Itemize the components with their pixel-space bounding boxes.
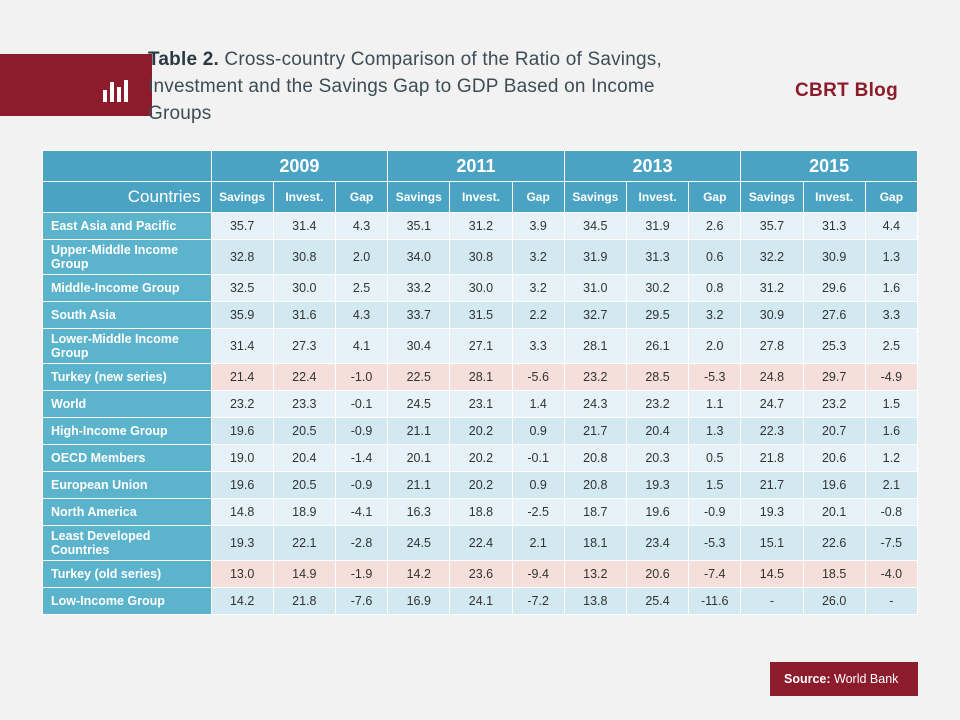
row-label: Turkey (new series) [43,364,212,391]
subheader-savings-2015: Savings [741,182,803,213]
page-title-text: Cross-country Comparison of the Ratio of Savings, Investment and the Savings Gap to GDP Based on Income Groups [148,49,662,124]
cell-value: 30.2 [626,275,688,302]
cell-value: 21.8 [741,445,803,472]
cell-value: 20.7 [803,418,865,445]
cell-value: 19.3 [741,499,803,526]
cell-value: 13.0 [211,561,273,588]
cell-value: 33.7 [388,302,450,329]
cell-value: 21.8 [273,588,335,615]
table-row [43,275,918,302]
cell-value: 32.7 [564,302,626,329]
cell-value: -7.6 [335,588,387,615]
comparison-table-container [42,150,918,615]
cell-value: 22.4 [450,526,512,561]
cell-value: 35.7 [211,213,273,240]
cell-value: -0.9 [689,499,741,526]
cell-value: -0.1 [335,391,387,418]
cell-value: 2.1 [512,526,564,561]
cell-value: 35.1 [388,213,450,240]
row-label: East Asia and Pacific [43,213,212,240]
cell-value: -1.4 [335,445,387,472]
cell-value: 19.6 [211,418,273,445]
subheader-gap-2011: Gap [512,182,564,213]
cell-value: 23.2 [803,391,865,418]
cell-value: 0.9 [512,472,564,499]
cell-value: 23.6 [450,561,512,588]
cell-value: 30.4 [388,329,450,364]
subheader-gap-2015: Gap [865,182,917,213]
cell-value: -1.9 [335,561,387,588]
subheader-savings-2013: Savings [564,182,626,213]
cell-value: -5.3 [689,364,741,391]
table-row [43,391,918,418]
cell-value: 0.8 [689,275,741,302]
cell-value: 20.1 [803,499,865,526]
cell-value: 19.0 [211,445,273,472]
cell-value: 35.7 [741,213,803,240]
cell-value: 1.4 [512,391,564,418]
cell-value: 22.3 [741,418,803,445]
cell-value: 4.3 [335,302,387,329]
cell-value: 30.8 [450,240,512,275]
cell-value: 30.8 [273,240,335,275]
row-label: Turkey (old series) [43,561,212,588]
year-header-2015: 2015 [741,151,918,182]
table-body [43,213,918,615]
page-title-prefix: Table 2. [148,49,219,70]
cell-value: 14.2 [388,561,450,588]
cell-value: 21.4 [211,364,273,391]
source-box [770,662,918,696]
comparison-table [42,150,918,615]
cell-value: 31.9 [626,213,688,240]
cell-value: 3.9 [512,213,564,240]
cell-value: 35.9 [211,302,273,329]
table-row [43,240,918,275]
table-row [43,526,918,561]
cell-value: 31.4 [211,329,273,364]
cell-value: -5.6 [512,364,564,391]
cell-value: 33.2 [388,275,450,302]
cell-value: 1.6 [865,418,917,445]
cell-value: 15.1 [741,526,803,561]
cell-value: 23.2 [211,391,273,418]
cell-value: 22.4 [273,364,335,391]
cell-value: 23.2 [626,391,688,418]
cell-value: 23.2 [564,364,626,391]
cell-value: 18.9 [273,499,335,526]
cell-value: 1.6 [865,275,917,302]
cell-value: 18.8 [450,499,512,526]
table-row [43,445,918,472]
row-label: European Union [43,472,212,499]
cell-value: 34.5 [564,213,626,240]
cell-value: 24.3 [564,391,626,418]
cell-value: 25.4 [626,588,688,615]
cell-value: -2.8 [335,526,387,561]
cell-value: 26.1 [626,329,688,364]
cell-value: 0.5 [689,445,741,472]
row-label: Upper-Middle Income Group [43,240,212,275]
cell-value: 28.1 [450,364,512,391]
cell-value: 24.5 [388,526,450,561]
cell-value: 31.4 [273,213,335,240]
cell-value: 19.3 [211,526,273,561]
table-row [43,329,918,364]
cell-value: 27.6 [803,302,865,329]
source-label: Source: [784,672,831,686]
cell-value: 29.7 [803,364,865,391]
cell-value: 19.6 [626,499,688,526]
cell-value: 1.2 [865,445,917,472]
cell-value: 20.2 [450,472,512,499]
cell-value: 27.3 [273,329,335,364]
cell-value: 2.1 [865,472,917,499]
cell-value: 20.3 [626,445,688,472]
cell-value: 18.1 [564,526,626,561]
cell-value: 27.1 [450,329,512,364]
row-label: South Asia [43,302,212,329]
cell-value: -1.0 [335,364,387,391]
brand-label: CBRT Blog [795,80,898,101]
cell-value: 18.7 [564,499,626,526]
cell-value: 0.6 [689,240,741,275]
cell-value: 1.1 [689,391,741,418]
countries-header: Countries [43,182,212,213]
cell-value: 1.3 [865,240,917,275]
cell-value: -2.5 [512,499,564,526]
year-header-row [43,151,918,182]
cell-value: 1.5 [865,391,917,418]
cell-value: 4.4 [865,213,917,240]
cell-value: 2.5 [335,275,387,302]
cell-value: 20.4 [273,445,335,472]
cell-value: 2.0 [335,240,387,275]
year-header-2013: 2013 [564,151,741,182]
table-row [43,499,918,526]
cell-value: -4.9 [865,364,917,391]
cell-value: 28.5 [626,364,688,391]
cell-value: 24.1 [450,588,512,615]
cell-value: - [741,588,803,615]
cell-value: 1.3 [689,418,741,445]
cell-value: 0.9 [512,418,564,445]
cell-value: 20.8 [564,445,626,472]
cell-value: 23.4 [626,526,688,561]
cell-value: 31.3 [803,213,865,240]
cell-value: 21.7 [741,472,803,499]
cell-value: 30.9 [803,240,865,275]
cell-value: 14.5 [741,561,803,588]
cell-value: 2.2 [512,302,564,329]
cell-value: 22.5 [388,364,450,391]
cell-value: -4.0 [865,561,917,588]
cell-value: 30.0 [450,275,512,302]
cell-value: 20.6 [626,561,688,588]
row-label: Low-Income Group [43,588,212,615]
subheader-invest-2013: Invest. [626,182,688,213]
table-row [43,213,918,240]
table-row [43,418,918,445]
row-label: World [43,391,212,418]
cell-value: 30.9 [741,302,803,329]
row-label: Least Developed Countries [43,526,212,561]
cell-value: 32.5 [211,275,273,302]
cell-value: 32.8 [211,240,273,275]
cell-value: 19.6 [211,472,273,499]
cell-value: -11.6 [689,588,741,615]
cell-value: 3.2 [512,240,564,275]
sub-header-row [43,182,918,213]
row-label: OECD Members [43,445,212,472]
corner-blank-cell [43,151,212,182]
subheader-invest-2009: Invest. [273,182,335,213]
cell-value: 26.0 [803,588,865,615]
cell-value: -0.9 [335,472,387,499]
cell-value: 23.3 [273,391,335,418]
cell-value: 14.9 [273,561,335,588]
cell-value: 16.3 [388,499,450,526]
cell-value: 20.6 [803,445,865,472]
cell-value: -7.2 [512,588,564,615]
subheader-savings-2011: Savings [388,182,450,213]
table-row [43,364,918,391]
cell-value: 18.5 [803,561,865,588]
cell-value: 29.5 [626,302,688,329]
cell-value: 24.7 [741,391,803,418]
cell-value: 34.0 [388,240,450,275]
cell-value: 20.2 [450,445,512,472]
cell-value: -7.5 [865,526,917,561]
cell-value: 14.2 [211,588,273,615]
cell-value: 19.6 [803,472,865,499]
subheader-savings-2009: Savings [211,182,273,213]
cell-value: 3.2 [512,275,564,302]
cell-value: -4.1 [335,499,387,526]
cell-value: 14.8 [211,499,273,526]
cell-value: 28.1 [564,329,626,364]
cell-value: 20.1 [388,445,450,472]
row-label: Middle-Income Group [43,275,212,302]
cell-value: 23.1 [450,391,512,418]
subheader-invest-2011: Invest. [450,182,512,213]
cell-value: 31.2 [450,213,512,240]
cell-value: 3.2 [689,302,741,329]
table-row [43,302,918,329]
cell-value: 32.2 [741,240,803,275]
cell-value: -7.4 [689,561,741,588]
cell-value: 19.3 [626,472,688,499]
cell-value: 31.3 [626,240,688,275]
cell-value: 20.5 [273,472,335,499]
cell-value: 25.3 [803,329,865,364]
row-label: Lower-Middle Income Group [43,329,212,364]
cell-value: 27.8 [741,329,803,364]
cell-value: 31.2 [741,275,803,302]
cell-value: 31.6 [273,302,335,329]
cell-value: 20.4 [626,418,688,445]
page-title [148,46,668,127]
cell-value: 1.5 [689,472,741,499]
cell-value: 30.0 [273,275,335,302]
cell-value: 22.6 [803,526,865,561]
cell-value: 21.1 [388,472,450,499]
cell-value: 20.5 [273,418,335,445]
cell-value: - [865,588,917,615]
row-label: North America [43,499,212,526]
cell-value: 22.1 [273,526,335,561]
year-header-2011: 2011 [388,151,565,182]
cell-value: 31.9 [564,240,626,275]
cell-value: 20.2 [450,418,512,445]
cell-value: -0.9 [335,418,387,445]
cell-value: -0.1 [512,445,564,472]
row-label: High-Income Group [43,418,212,445]
table-row [43,588,918,615]
cell-value: 16.9 [388,588,450,615]
cell-value: 24.8 [741,364,803,391]
cell-value: 20.8 [564,472,626,499]
subheader-gap-2009: Gap [335,182,387,213]
cell-value: 31.5 [450,302,512,329]
subheader-invest-2015: Invest. [803,182,865,213]
cell-value: 2.0 [689,329,741,364]
cell-value: -9.4 [512,561,564,588]
cell-value: 13.2 [564,561,626,588]
source-value: World Bank [830,672,899,686]
cell-value: 29.6 [803,275,865,302]
table-row [43,472,918,499]
cell-value: 13.8 [564,588,626,615]
cell-value: 3.3 [865,302,917,329]
bar-chart-icon [98,68,132,102]
subheader-gap-2013: Gap [689,182,741,213]
table-row [43,561,918,588]
cell-value: 3.3 [512,329,564,364]
cell-value: 4.3 [335,213,387,240]
cell-value: 24.5 [388,391,450,418]
cell-value: -0.8 [865,499,917,526]
cell-value: 21.1 [388,418,450,445]
cell-value: 2.5 [865,329,917,364]
cell-value: 2.6 [689,213,741,240]
year-header-2009: 2009 [211,151,388,182]
cell-value: 31.0 [564,275,626,302]
cell-value: 21.7 [564,418,626,445]
cell-value: -5.3 [689,526,741,561]
cell-value: 4.1 [335,329,387,364]
